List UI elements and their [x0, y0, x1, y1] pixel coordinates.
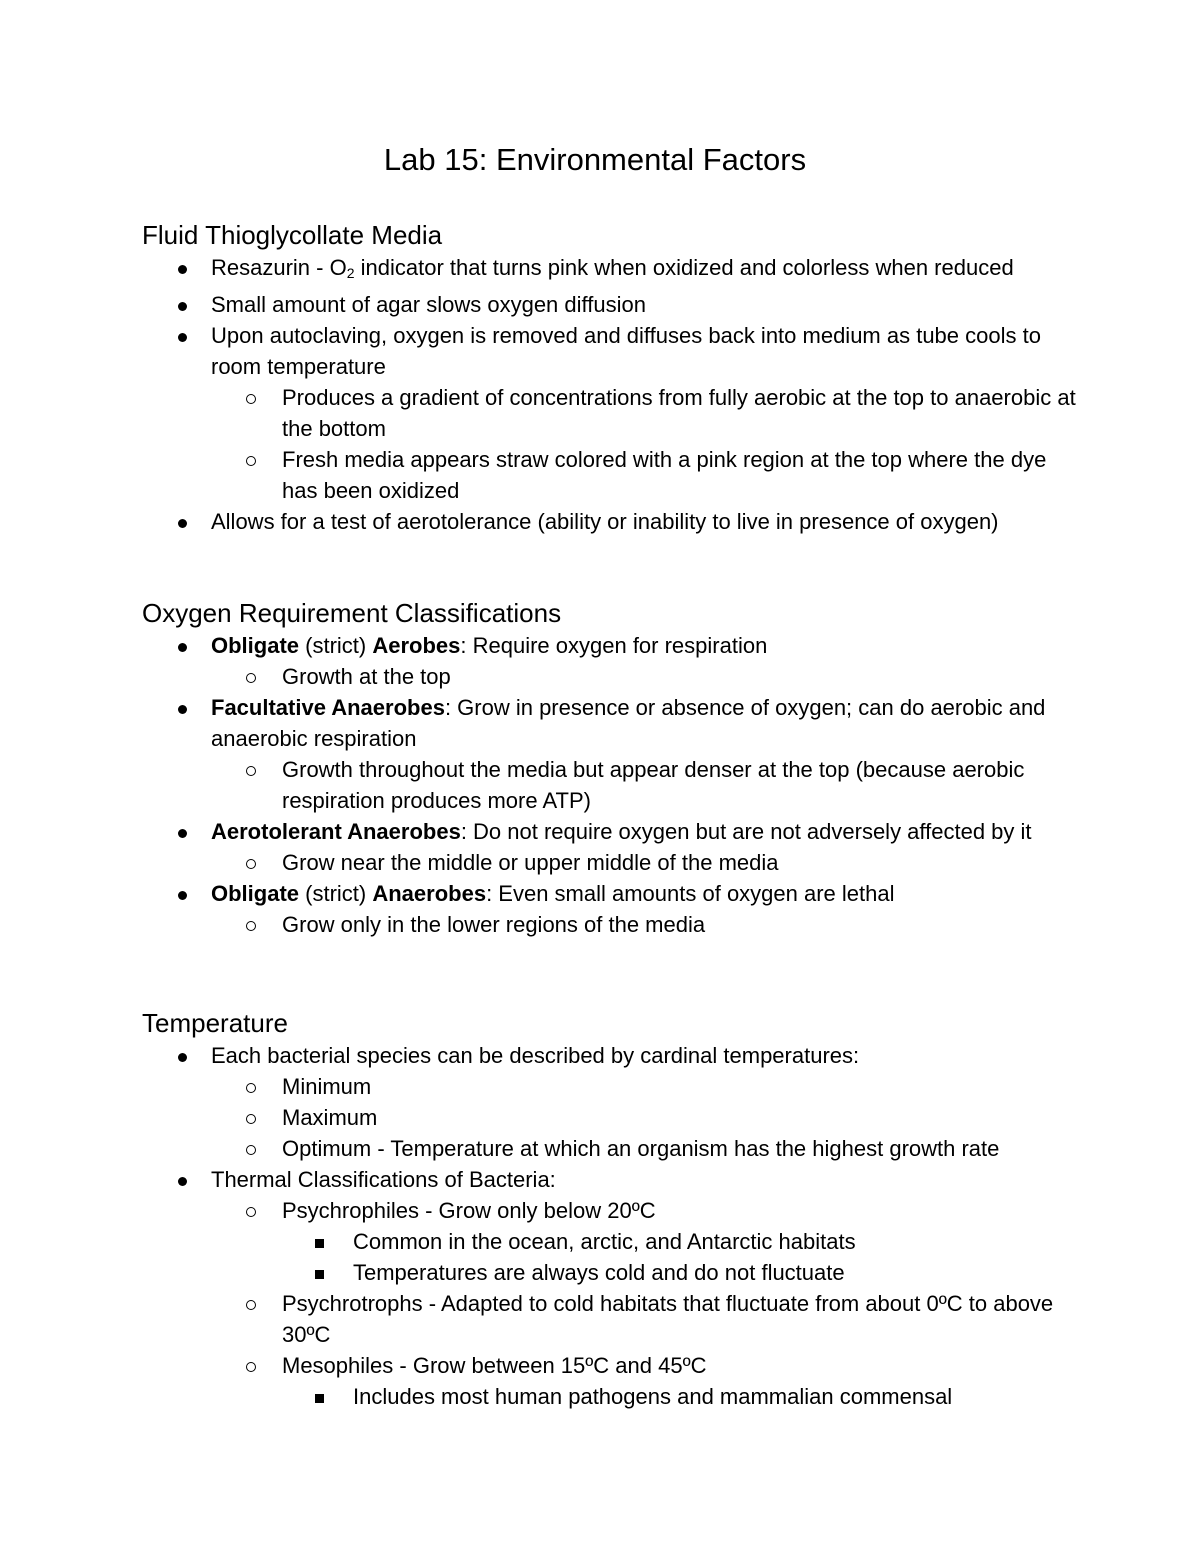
- list-item: [142, 1071, 1082, 1102]
- list-item: [142, 816, 1082, 847]
- hollow-bullet-icon: [246, 1350, 256, 1381]
- list-item: [142, 1195, 1082, 1226]
- section-fluid-thioglycollate: [142, 218, 1082, 537]
- item-text: Upon autoclaving, oxygen is removed and diffuses back into medium as tube cools to room temperature: [211, 323, 1041, 379]
- bullet-list: [142, 252, 1082, 537]
- hollow-bullet-icon: [246, 661, 256, 692]
- section-heading: Fluid Thioglycollate Media: [142, 220, 443, 250]
- hollow-bullet-icon: [246, 444, 256, 475]
- filled-bullet-icon: [178, 1040, 187, 1071]
- item-text: Thermal Classifications of Bacteria:: [211, 1167, 556, 1192]
- bold-term: Aerobes: [372, 633, 461, 658]
- filled-bullet-icon: [178, 252, 187, 283]
- item-text: Growth at the top: [282, 664, 451, 689]
- square-bullet-icon: [315, 1257, 324, 1288]
- section-heading: Oxygen Requirement Classifications: [142, 598, 562, 628]
- list-item: [142, 506, 1082, 537]
- section-temperature: [142, 1006, 1082, 1412]
- bullet-list: [142, 630, 1082, 940]
- item-text: Psychrophiles - Grow only below 20ºC: [282, 1198, 656, 1223]
- item-text: : Do not require oxygen but are not adversely affected by it: [460, 819, 1032, 844]
- item-text: : Even small amounts of oxygen are lethal: [486, 881, 895, 906]
- list-item: [142, 754, 1082, 816]
- hollow-bullet-icon: [246, 382, 256, 413]
- hollow-bullet-icon: [246, 1071, 256, 1102]
- item-text: Optimum - Temperature at which an organism has the highest growth rate: [282, 1136, 1000, 1161]
- item-text: Small amount of agar slows oxygen diffusion: [211, 292, 646, 317]
- item-text: : Grow in presence or absence of oxygen; can do aerobic and anaerobic respiration: [211, 695, 1046, 751]
- list-item: [142, 252, 1082, 289]
- item-text: Each bacterial species can be described by cardinal temperatures:: [211, 1043, 860, 1068]
- item-text: Maximum: [282, 1105, 378, 1130]
- filled-bullet-icon: [178, 692, 187, 723]
- hollow-bullet-icon: [246, 1133, 256, 1164]
- item-text: indicator that turns pink when oxidized and colorless when reduced: [354, 255, 1014, 280]
- item-text: Minimum: [282, 1074, 372, 1099]
- item-text: Growth throughout the media but appear denser at the top (because aerobic respiration produces more ATP): [282, 757, 1025, 813]
- list-item: [142, 909, 1082, 940]
- item-text: Fresh media appears straw colored with a pink region at the top where the dye has been oxidized: [282, 447, 1047, 503]
- list-item: [142, 289, 1082, 320]
- bold-term: Obligate: [211, 633, 300, 658]
- list-item: [142, 320, 1082, 382]
- bold-term: Obligate: [211, 881, 300, 906]
- filled-bullet-icon: [178, 878, 187, 909]
- item-text: (strict): [299, 633, 373, 658]
- item-text: Allows for a test of aerotolerance (ability or inability to live in presence of oxygen): [211, 509, 999, 534]
- list-item: [142, 382, 1082, 444]
- item-text: (strict): [299, 881, 373, 906]
- list-item: [142, 1350, 1082, 1381]
- square-bullet-icon: [315, 1226, 324, 1257]
- filled-bullet-icon: [178, 816, 187, 847]
- hollow-bullet-icon: [246, 847, 256, 878]
- section-heading: Temperature: [142, 1008, 288, 1038]
- filled-bullet-icon: [178, 506, 187, 537]
- item-text: Common in the ocean, arctic, and Antarctic habitats: [353, 1229, 856, 1254]
- item-text: Grow only in the lower regions of the media: [282, 912, 706, 937]
- square-bullet-icon: [315, 1381, 324, 1412]
- list-item: [142, 878, 1082, 909]
- list-item: [142, 847, 1082, 878]
- document-title: Lab 15: Environmental Factors: [383, 142, 807, 177]
- list-item: [142, 1257, 1082, 1288]
- item-text: Produces a gradient of concentrations from fully aerobic at the top to anaerobic at the bottom: [282, 385, 1076, 441]
- item-text: Includes most human pathogens and mammalian commensal: [353, 1384, 953, 1409]
- list-item: [142, 692, 1082, 754]
- list-item: [142, 1288, 1082, 1350]
- hollow-bullet-icon: [246, 1288, 256, 1319]
- item-text: Resazurin - O: [211, 255, 347, 280]
- filled-bullet-icon: [178, 1164, 187, 1195]
- filled-bullet-icon: [178, 320, 187, 351]
- list-item: [142, 1164, 1082, 1195]
- list-item: [142, 1040, 1082, 1071]
- hollow-bullet-icon: [246, 909, 256, 940]
- list-item: [142, 1133, 1082, 1164]
- hollow-bullet-icon: [246, 1195, 256, 1226]
- filled-bullet-icon: [178, 630, 187, 661]
- item-text: Mesophiles - Grow between 15ºC and 45ºC: [282, 1353, 707, 1378]
- bold-term: Aerotolerant Anaerobes: [211, 819, 461, 844]
- list-item: [142, 630, 1082, 661]
- list-item: [142, 1381, 1082, 1412]
- section-oxygen-requirements: [142, 596, 1082, 940]
- item-text: Temperatures are always cold and do not fluctuate: [353, 1260, 845, 1285]
- bold-term: Facultative Anaerobes: [211, 695, 445, 720]
- list-item: [142, 1102, 1082, 1133]
- item-text: : Require oxygen for respiration: [460, 633, 768, 658]
- bullet-list: [142, 1040, 1082, 1412]
- item-text: Grow near the middle or upper middle of the media: [282, 850, 779, 875]
- hollow-bullet-icon: [246, 1102, 256, 1133]
- hollow-bullet-icon: [246, 754, 256, 785]
- list-item: [142, 1226, 1082, 1257]
- subscript-text: 2: [346, 265, 355, 281]
- list-item: [142, 661, 1082, 692]
- list-item: [142, 444, 1082, 506]
- filled-bullet-icon: [178, 289, 187, 320]
- bold-term: Anaerobes: [372, 881, 487, 906]
- item-text: Psychrotrophs - Adapted to cold habitats that fluctuate from about 0ºC to above 30ºC: [282, 1291, 1054, 1347]
